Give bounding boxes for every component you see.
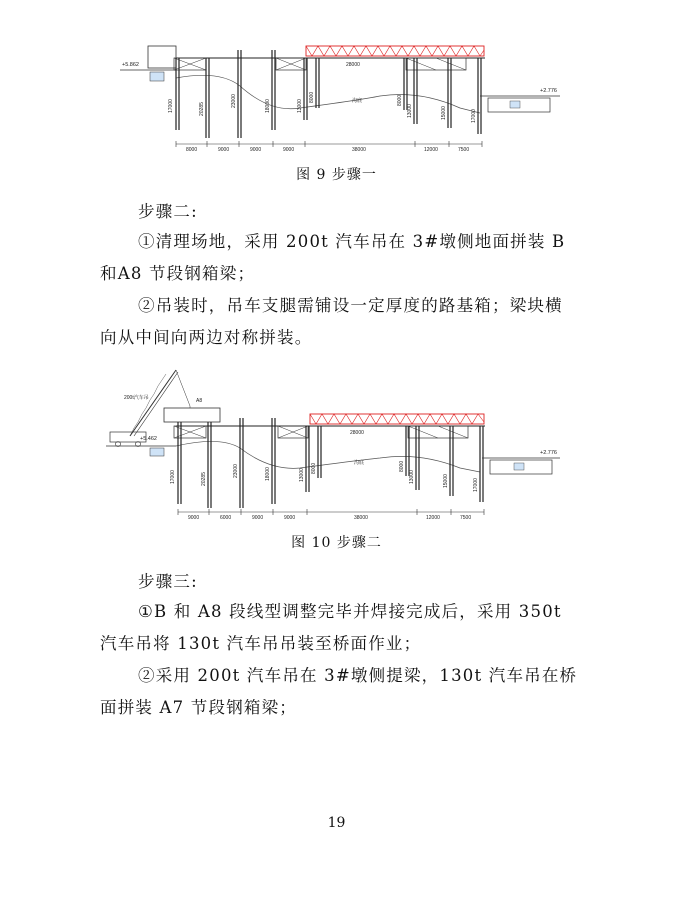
fig9-span-1: 8000	[186, 147, 198, 153]
fig10-pier-h-1: 17000	[170, 470, 176, 484]
fig10-pier-h-5: 13000	[299, 468, 305, 482]
fig9-pier-h-7: 8000	[397, 94, 403, 106]
fig10-pier-h-3: 23000	[233, 464, 239, 478]
fig9-mid-label: 28000	[346, 62, 360, 68]
fig10-span-7: 7500	[460, 515, 472, 521]
step2-paragraph-2: ②吊装时，吊车支腿需铺设一定厚度的路基箱；梁块横向从中间向两边对称拼装。	[100, 296, 563, 347]
figure-10	[0, 356, 673, 521]
fig10-span-3: 9000	[252, 515, 264, 521]
fig10-pier-h-9: 15000	[443, 474, 449, 488]
fig9-span-3: 9000	[250, 147, 262, 153]
fig9-elev-right: +2.776	[540, 88, 557, 94]
fig9-pier-h-9: 15000	[441, 106, 447, 120]
fig9-span-4: 9000	[283, 147, 295, 153]
fig10-pier-h-8: 13000	[409, 470, 415, 484]
fig10-elev-right: +2.776	[540, 450, 557, 456]
fig9-pier-h-8: 13000	[407, 104, 413, 118]
step2-paragraph-1: ①清理场地，采用 200t 汽车吊在 3#墩侧地面拼装 B 和A8 节段钢箱梁；	[100, 232, 566, 283]
fig10-mid-label2: 沟底	[354, 460, 365, 466]
fig9-pier-h-6: 8000	[309, 91, 315, 103]
fig9-span-6: 12000	[424, 147, 438, 153]
fig9-pier-h-4: 18000	[265, 99, 271, 113]
figure-10-drawing	[0, 356, 673, 521]
figure-9-caption: 图 9 步骤一	[296, 167, 377, 183]
fig10-span-6: 12000	[426, 515, 440, 521]
figure-10-caption: 图 10 步骤二	[291, 535, 382, 551]
page-number: 19	[327, 815, 346, 831]
step3-paragraph-2: ②采用 200t 汽车吊在 3#墩侧提梁，130t 汽车吊在桥面拼装 A7 节段钢箱梁；	[100, 666, 578, 717]
fig10-pier-h-7: 8000	[399, 460, 405, 472]
fig10-pier-h-4: 18000	[265, 467, 271, 481]
fig10-pier-h-6: 8000	[311, 462, 317, 474]
fig9-span-7: 7500	[458, 147, 470, 153]
fig9-span-2: 9000	[218, 147, 230, 153]
fig10-span-4: 9000	[284, 515, 296, 521]
fig10-span-1: 9000	[188, 515, 200, 521]
fig10-span-5: 38000	[354, 515, 368, 521]
fig10-span-2: 6000	[220, 515, 232, 521]
fig9-pier-h-2: 20285	[199, 102, 205, 116]
fig10-mid-label: 28000	[350, 430, 364, 436]
figure-9-drawing	[0, 38, 673, 158]
fig10-pier-h-2: 20285	[201, 472, 207, 486]
fig10-block-label: A8	[196, 398, 203, 404]
fig9-pier-h-5: 13000	[297, 99, 303, 113]
fig10-elev-left: +5.462	[140, 436, 157, 442]
fig9-pier-h-10: 17000	[471, 109, 477, 123]
fig9-elev-left: +5.862	[122, 62, 139, 68]
figure-9	[0, 38, 673, 158]
fig9-span-5: 38000	[352, 147, 366, 153]
fig9-pier-h-1: 17000	[168, 99, 174, 113]
fig9-mid-label2: 沟底	[352, 98, 363, 104]
step3-paragraph-1: ①B 和 A8 段线型调整完毕并焊接完成后，采用 350t 汽车吊将 130t 汽车吊吊装至桥面作业；	[100, 602, 562, 653]
fig10-crane-label: 200t汽车吊	[124, 395, 149, 401]
fig10-pier-h-10: 17000	[473, 478, 479, 492]
step2-heading: 步骤二:	[138, 202, 198, 221]
fig9-pier-h-3: 23000	[231, 94, 237, 108]
step3-heading: 步骤三:	[138, 572, 198, 591]
